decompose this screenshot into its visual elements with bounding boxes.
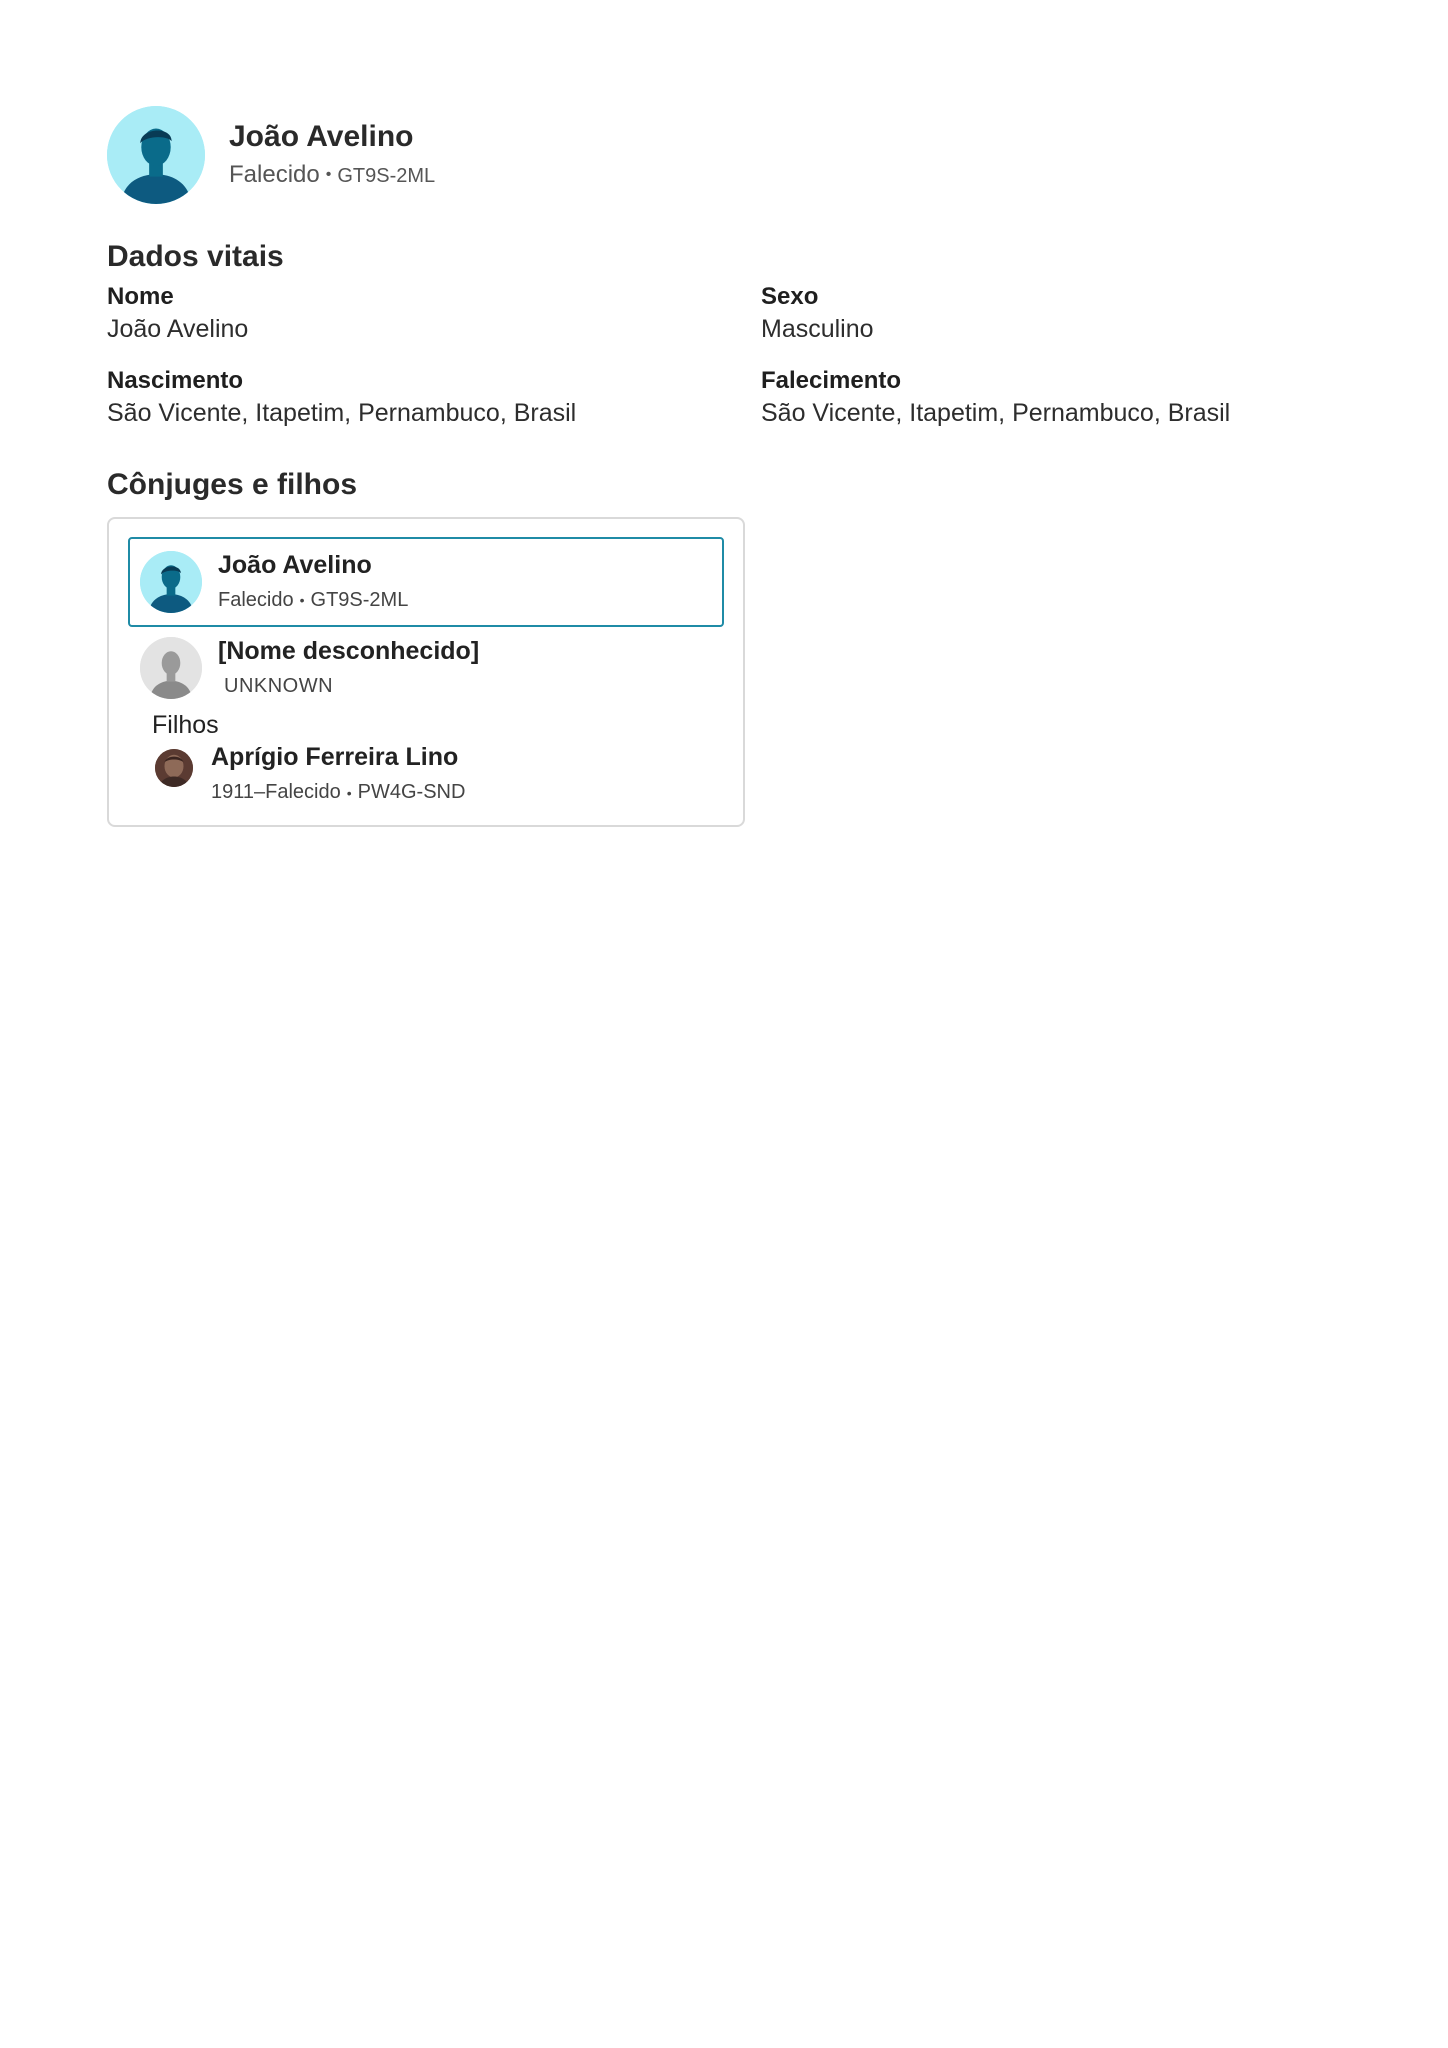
family-card (107, 517, 745, 827)
spouse-name: [Nome desconhecido] (218, 637, 480, 665)
spouse-row[interactable] (128, 623, 724, 713)
separator-dot: • (299, 592, 305, 609)
male-silhouette-icon (140, 551, 202, 613)
spouse-status-line (218, 585, 408, 616)
child-row[interactable] (155, 741, 465, 808)
field-value: São Vicente, Itapetim, Pernambuco, Brasil (107, 399, 577, 427)
field-label: Nome (107, 283, 174, 310)
unknown-silhouette-icon (140, 637, 202, 699)
separator-dot: • (346, 784, 352, 801)
spouse-name: João Avelino (218, 550, 372, 579)
person-status-line (229, 158, 435, 193)
person-id: GT9S-2ML (337, 164, 436, 187)
field-label: Sexo (761, 283, 819, 310)
field-value: São Vicente, Itapetim, Pernambuco, Brasil (761, 399, 1231, 427)
vitals-title: Dados vitais (107, 240, 284, 273)
child-lifespan: 1911–Falecido (211, 781, 341, 803)
child-id: PW4G-SND (357, 781, 466, 803)
person-status: Falecido (229, 160, 320, 188)
field-value: Masculino (761, 315, 874, 343)
person-page (107, 105, 1347, 827)
field-label: Falecimento (761, 367, 902, 394)
person-name: João Avelino (229, 119, 414, 153)
children-label: Filhos (152, 711, 219, 739)
spouse-status: Falecido (218, 588, 294, 611)
spouse-id: GT9S-2ML (310, 588, 409, 611)
male-silhouette-icon (107, 106, 205, 204)
vital-field-sex (761, 281, 1321, 345)
spouse-row-selected[interactable] (128, 537, 724, 627)
person-header (107, 105, 1347, 205)
vitals-grid (107, 281, 1347, 429)
vital-field-death (761, 365, 1321, 429)
spouse-status: UNKNOWN (224, 675, 334, 697)
family-title: Cônjuges e filhos (107, 468, 358, 501)
vital-field-birth (107, 365, 761, 429)
separator-dot: • (325, 166, 332, 184)
vital-field-name (107, 281, 761, 345)
photo-avatar (155, 749, 193, 787)
field-value: João Avelino (107, 315, 249, 343)
child-status-line (211, 777, 465, 808)
field-label: Nascimento (107, 367, 244, 394)
child-name: Aprígio Ferreira Lino (211, 743, 459, 771)
